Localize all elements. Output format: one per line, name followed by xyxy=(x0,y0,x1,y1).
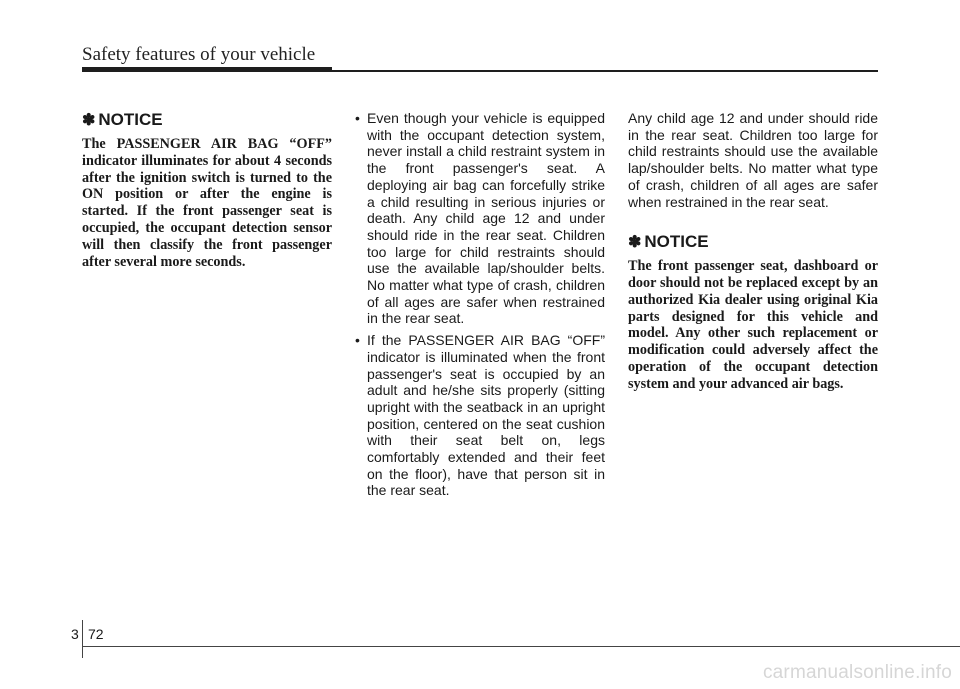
notice-heading-label: NOTICE xyxy=(98,110,163,129)
bullet-dot-icon: • xyxy=(355,332,360,349)
column-left xyxy=(82,110,332,270)
notice-heading xyxy=(628,232,878,252)
watermark: carmanualsonline.info xyxy=(762,662,952,683)
bullet-list xyxy=(355,110,605,499)
notice-body: The PASSENGER AIR BAG “OFF” indicator illuminates for about 4 seconds after the ignition switch is turned to the ON position or after the engine is started. If the front passenger seat is occupied, the occupant detection sensor will then classify the front passenger after several more seconds. xyxy=(82,136,332,270)
column-middle xyxy=(355,110,605,504)
footer-page-number: 72 xyxy=(88,626,104,642)
bullet-item xyxy=(355,332,605,499)
bullet-dot-icon: • xyxy=(355,110,360,126)
column-right xyxy=(628,110,878,393)
page-header-title: Safety features of your vehicle xyxy=(82,44,316,65)
notice-star-icon: ✽ xyxy=(82,112,96,129)
header-rule-thin xyxy=(332,70,878,72)
notice-heading-label: NOTICE xyxy=(644,232,709,252)
notice-heading xyxy=(82,110,332,130)
notice-star-icon: ✽ xyxy=(628,234,642,252)
footer-rule xyxy=(82,646,960,647)
footer-divider xyxy=(82,620,83,658)
bullet-item xyxy=(355,110,605,327)
header-rule-thick xyxy=(82,67,332,72)
bullet-text: If the PASSENGER AIR BAG “OFF” indicator is illuminated when the front passenger's seat is occupied by an adult and he/she sits properly (sitting upright with the seatback in an upright position, centered on the seat cushion with their seat belt on, legs comfortably extended and their feet on the floor), have that person sit in the rear seat. xyxy=(367,332,605,499)
footer-chapter-number: 3 xyxy=(71,626,79,642)
body-paragraph: Any child age 12 and under should ride in the rear seat. Children too large for child restraints should use the available lap/shoulder belts. No matter what type of crash, children of all ages are safer when restrained in the rear seat. xyxy=(628,110,878,210)
notice-body: The front passenger seat, dashboard or door should not be replaced except by an authorized Kia dealer using original Kia parts designed for this vehicle and model. Any other such replacement or modification could adversely affect the operation of the occupant detection system and your advanced air bags. xyxy=(628,258,878,392)
bullet-text: Even though your vehicle is equipped with the occupant detection system, never install a child restraint system in the front passenger's seat. A deploying air bag can forcefully strike a child resulting in serious injuries or death. Any child age 12 and under should ride in the rear seat. Children too large for child restraints should use the available lap/shoulder belts. No matter what type of crash, children of all ages are safer when restrained in the rear seat. xyxy=(367,110,605,327)
